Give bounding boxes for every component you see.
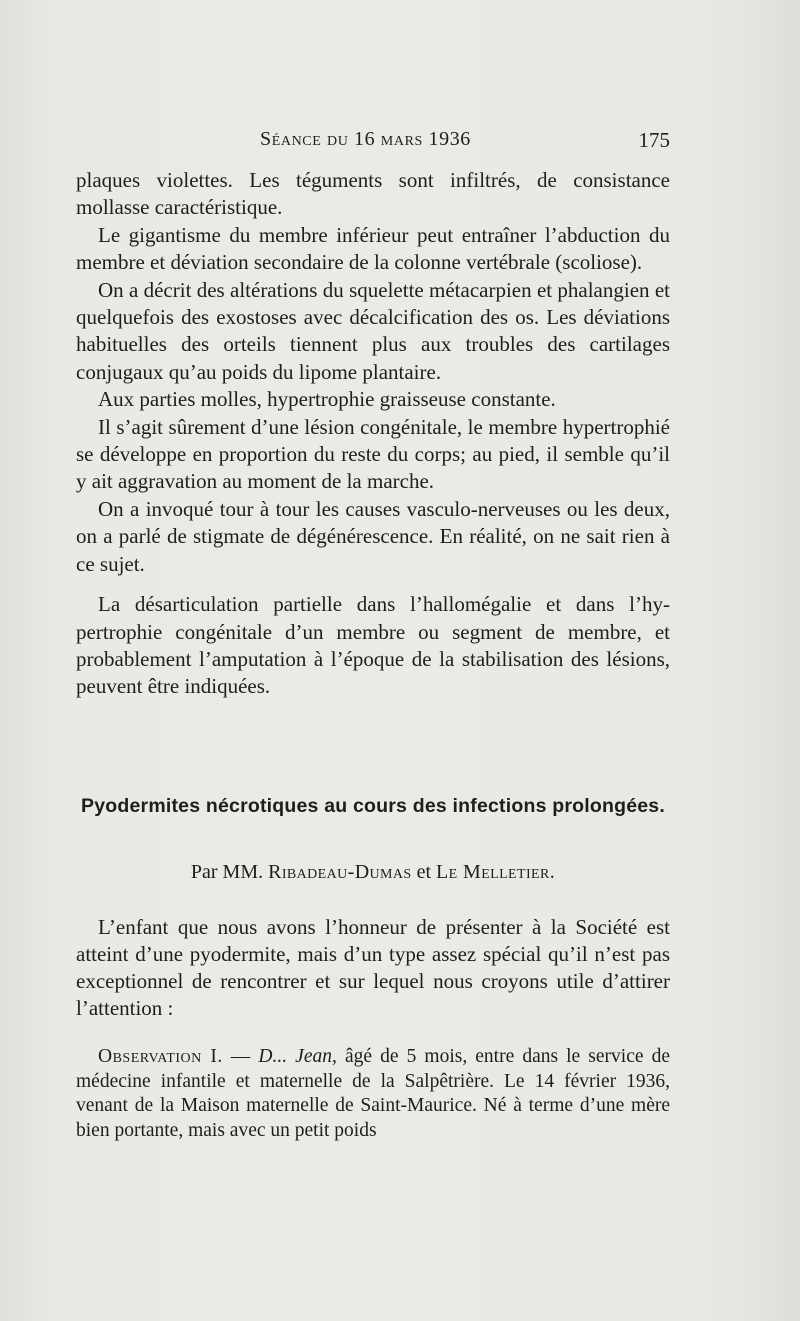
observation-label: Observation I. [98, 1046, 223, 1067]
observation-patient: D... Jean, [258, 1046, 337, 1067]
intro-paragraph: L’enfant que nous avons l’honneur de présenter à la Société est atteint d’une pyodermite, mais d’un type assez spécial qu’il n’est pas exceptionnel de rencontrer et sur lequel nous croyons utile d’attirer l’attention : [76, 915, 670, 1020]
author-2: Le Melletier. [436, 861, 556, 883]
paragraph-6: On a invoqué tour à tour les causes vasculo-nerveuses ou les deux, on a parlé de stigmate de dégénérescence. En réalité, on ne sait rien à ce sujet. [76, 496, 670, 576]
article-intro [76, 914, 670, 1022]
paragraph-3: On a décrit des altérations du squelette métacarpien et phalangien et quelquefois des exostoses avec décalcification des os. Les déviations habituelles des orteils tiennent plus aux troubles des cartilages conjugaux qu’au poids du lipome plantaire. [76, 277, 670, 384]
paragraph-4: Aux parties molles, hypertrophie graisseuse constante. [98, 387, 556, 412]
running-title: Séance du 16 mars 1936 [260, 128, 471, 150]
paragraph-2: Le gigantisme du membre inférieur peut entraîner l’abduction du membre et déviation secondaire de la colonne vertébrale (scoliose). [76, 222, 670, 275]
author-1: Ribadeau-Dumas [268, 861, 412, 883]
observation-block [76, 1045, 670, 1143]
article-title: Pyodermites nécrotiques au cours des infections prolongées. [81, 795, 665, 817]
observation-text: âgé de 5 mois, entre dans le service de médecine infantile et maternelle de la Salpêtrière. Le 14 février 1936, venant de la Maison maternelle de Saint-Maurice. Né à terme d’une mère bien portante, mais avec un petit poids [76, 1046, 670, 1141]
paragraph-1: plaques violettes. Les téguments sont infiltrés, de consistance mollasse caractéristique. [76, 168, 670, 220]
paragraph-7: La désarticulation partielle dans l’hallomégalie et dans l’hypertrophie congénitale d’un membre ou segment de membre, et probablement l’amputation à l’époque de la stabilisation des lésions, peuvent être indiquées. [76, 592, 670, 699]
body-text [76, 167, 670, 701]
page-number: 175 [638, 128, 670, 152]
article-authors [76, 858, 670, 886]
observation-dash: — [222, 1046, 259, 1067]
running-head [76, 128, 670, 158]
authors-prefix: Par MM. [190, 861, 264, 883]
paragraph-5: Il s’agit sûrement d’une lésion congénitale, le membre hypertrophié se développe en proportion du reste du corps; au pied, il semble qu’il y ait aggravation au moment de la marche. [76, 414, 670, 494]
observation-paragraph [76, 1045, 670, 1143]
authors-conjunction: et [416, 861, 432, 883]
